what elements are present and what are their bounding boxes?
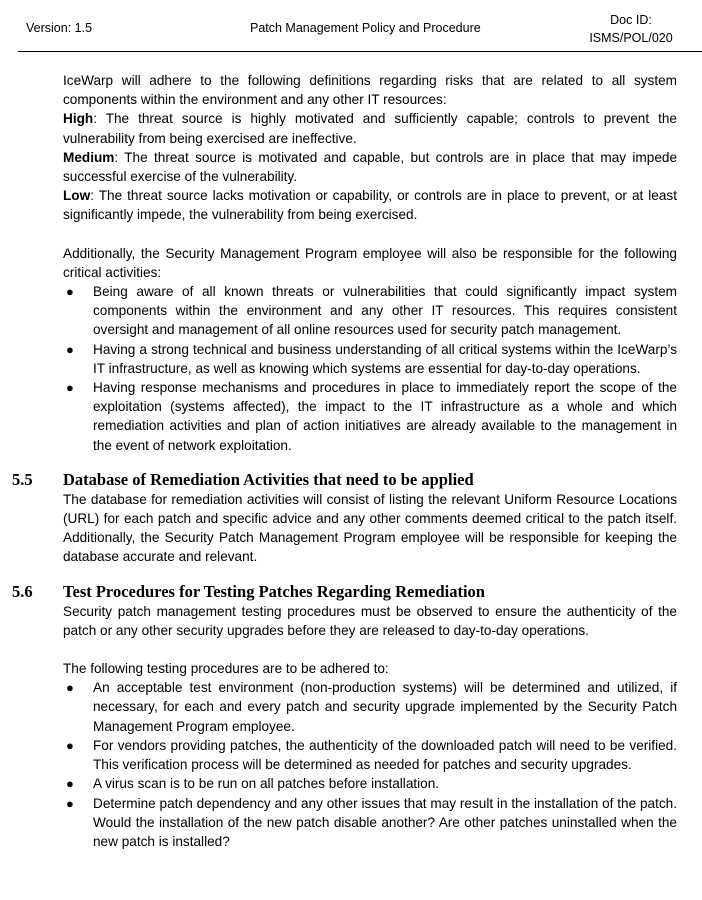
- document-body: [12, 71, 677, 851]
- risk-level-description: : The threat source lacks motivation or capability, or controls are in place to prevent, or at least significantly impede, the vulnerability from being exercised.: [63, 188, 677, 223]
- section-5-6: [12, 581, 677, 851]
- list-item-text: For vendors providing patches, the authenticity of the downloaded patch will need to be verified. This verification process will be determined as needed for patches and security upgrades.: [93, 737, 677, 773]
- risk-level-label: High: [63, 111, 94, 127]
- risk-definition-high: [63, 109, 677, 147]
- testing-procedures-list: [63, 678, 677, 851]
- section-number: 5.5: [12, 469, 33, 489]
- section-number: 5.6: [12, 581, 33, 601]
- doc-id-value: ISMS/POL/020: [589, 31, 673, 45]
- risk-definition-medium: [63, 148, 677, 186]
- risk-definition-low: [63, 186, 677, 224]
- risk-level-description: : The threat source is motivated and capable, but controls are in place that may impede successful exercise of the vulnerability.: [63, 149, 677, 185]
- list-item-text: Being aware of all known threats or vulnerabilities that could significantly impact system components within the environment and any other IT resources. This requires consistent oversight and management of all online resources used for security patch management.: [93, 284, 677, 338]
- risk-level-label: Medium: [63, 149, 115, 165]
- list-item: [63, 340, 677, 378]
- list-item: [63, 774, 677, 793]
- bullet-icon: ●: [66, 795, 74, 811]
- bullet-icon: ●: [66, 776, 74, 792]
- list-item: [63, 282, 677, 340]
- document-id: [566, 11, 696, 47]
- document-title: Patch Management Policy and Procedure: [250, 21, 481, 35]
- list-item-text: Having a strong technical and business understanding of all critical systems within the IceWarp’s IT infrastructure, as well as knowing which systems are essential for day-to-day operations.: [93, 341, 677, 376]
- risk-level-description: : The threat source is highly motivated and sufficiently capable; controls to prevent the vulnerability from being exercised are ineffective.: [63, 111, 677, 146]
- bullet-icon: ●: [66, 680, 74, 696]
- testing-list-intro: The following testing procedures are to be adhered to:: [63, 661, 389, 677]
- list-item-text: Having response mechanisms and procedures in place to immediately report the scope of the exploitation (systems affected), the impact to the IT infrastructure as a whole and which remediation activities and plan of action initiatives are already available to the management in the event of network exploitation.: [93, 380, 677, 453]
- bullet-icon: ●: [66, 284, 74, 300]
- risk-intro-paragraph: IceWarp will adhere to the following definitions regarding risks that are related to all system components within the environment and any other IT resources:: [63, 73, 677, 108]
- bullet-icon: ●: [66, 341, 74, 357]
- section-title: Database of Remediation Activities that need to be applied: [63, 469, 474, 489]
- section-heading: [12, 581, 677, 602]
- section-5-5: [12, 469, 677, 567]
- section-title: Test Procedures for Testing Patches Regarding Remediation: [63, 581, 485, 601]
- doc-id-label: Doc ID:: [610, 13, 652, 27]
- section-heading: [12, 469, 677, 490]
- spacer: [63, 640, 677, 659]
- list-item: [63, 378, 677, 455]
- list-item: [63, 678, 677, 736]
- spacer: [63, 225, 677, 244]
- bullet-icon: ●: [66, 380, 74, 396]
- responsibilities-list: [63, 282, 677, 455]
- page-header: [18, 0, 702, 52]
- document-version: Version: 1.5: [26, 21, 93, 35]
- list-item-text: Determine patch dependency and any other issues that may result in the installation of the patch. Would the installation of the new patch disable another? Are other patches uninstalled when the new patch is installed?: [93, 795, 677, 849]
- bullet-icon: ●: [66, 737, 74, 753]
- section-paragraph: Security patch management testing procedures must be observed to ensure the authenticity of the patch or any other security upgrades before they are released to day-to-day operations.: [63, 603, 677, 638]
- list-item: [63, 736, 677, 774]
- risk-level-label: Low: [63, 188, 91, 204]
- list-item-text: An acceptable test environment (non-production systems) will be determined and utilized, if necessary, for each and every patch and security upgrade implemented by the Security Patch Management Program employee.: [93, 680, 677, 734]
- responsibilities-paragraph: Additionally, the Security Management Program employee will also be responsible for the following critical activities:: [63, 245, 677, 280]
- list-item-text: A virus scan is to be run on all patches before installation.: [93, 776, 440, 792]
- section-paragraph: The database for remediation activities will consist of listing the relevant Uniform Resource Locations (URL) for each patch and specific advice and any other comments deemed critical to the patch itself. Additionally, the Security Patch Management Program employee will be responsible for keeping the database accurate and relevant.: [63, 491, 677, 565]
- list-item: [63, 794, 677, 852]
